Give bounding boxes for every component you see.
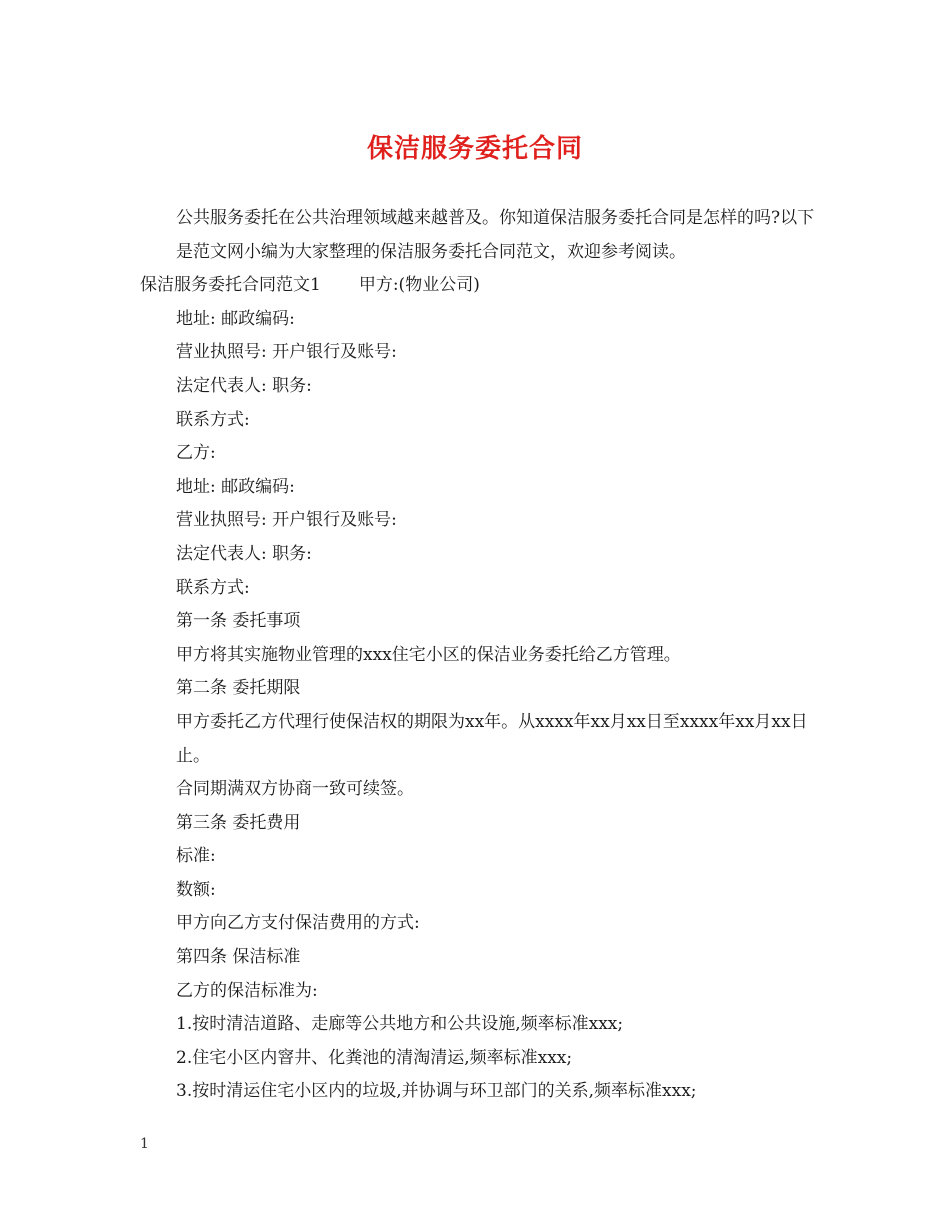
section-heading: 第二条 委托期限	[176, 678, 301, 699]
page-number: 1	[140, 1136, 149, 1152]
body-line: 营业执照号: 开户银行及账号:	[176, 342, 397, 363]
document-title: 保洁服务委托合同	[366, 134, 583, 164]
body-line: 乙方的保洁标准为:	[176, 980, 318, 1001]
body-line: 联系方式:	[176, 409, 250, 430]
section-heading: 第四条 保洁标准	[176, 947, 301, 968]
list-item: 2.住宅小区内窨井、化粪池的清淘清运,频率标准xxx;	[176, 1047, 573, 1068]
body-line: 数额:	[176, 879, 216, 900]
body-line: 甲方向乙方支付保洁费用的方式:	[176, 913, 420, 934]
body-line: 甲方将其实施物业管理的xxx住宅小区的保洁业务委托给乙方管理。	[176, 644, 681, 665]
body-line: 法定代表人: 职务:	[176, 375, 312, 396]
sample-label: 保洁服务委托合同范文1	[140, 275, 321, 296]
body-line: 乙方:	[176, 443, 216, 464]
term-paragraph: 甲方委托乙方代理行使保洁权的期限为xx年。从xxxx年xx月xx日至xxxx年xx月xx日止。	[176, 711, 808, 766]
sample-heading-line	[140, 269, 820, 303]
section-heading: 第三条 委托费用	[176, 812, 301, 833]
body-line: 合同期满双方协商一致可续签。	[176, 779, 414, 800]
section-heading: 第一条 委托事项	[176, 611, 301, 632]
body-line: 联系方式:	[176, 577, 250, 598]
body-line: 地址: 邮政编码:	[176, 308, 295, 329]
list-item: 3.按时清运住宅小区内的垃圾,并协调与环卫部门的关系,频率标准xxx;	[176, 1081, 697, 1102]
body-line: 法定代表人: 职务:	[176, 543, 312, 564]
body-line: 地址: 邮政编码:	[176, 476, 295, 497]
body-line: 营业执照号: 开户银行及账号:	[176, 510, 397, 531]
intro-paragraph: 公共服务委托在公共治理领域越来越普及。你知道保洁服务委托合同是怎样的吗?以下是范文网小编为大家整理的保洁服务委托合同范文，欢迎参考阅读。	[176, 208, 815, 262]
list-item: 1.按时清洁道路、走廊等公共地方和公共设施,频率标准xxx;	[176, 1014, 624, 1035]
document-body	[140, 202, 820, 1109]
party-a-label: 甲方:(物业公司)	[358, 275, 480, 296]
body-line: 标准:	[176, 846, 216, 867]
